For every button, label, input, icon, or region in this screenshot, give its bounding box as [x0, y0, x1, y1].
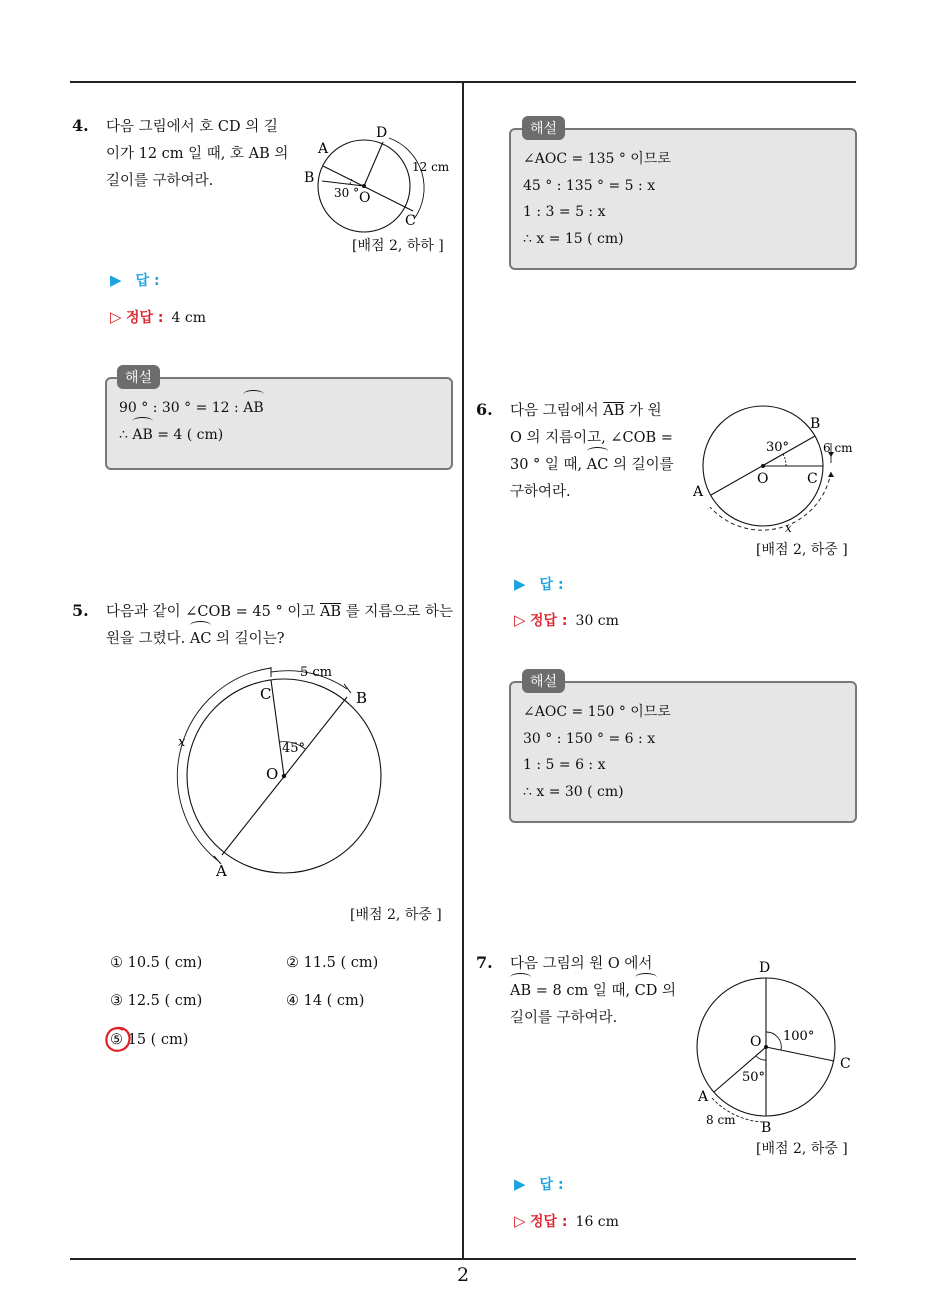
q5-choice-3-text: 12.5 ( cm) — [127, 993, 203, 1009]
q7-line2-a: = 8 cm 일 때, — [531, 983, 635, 999]
q6-fig-angle: 30° — [766, 440, 790, 455]
q5-choice-4-mark: ④ — [286, 993, 299, 1009]
q6-answer — [514, 574, 564, 594]
q5-choice-1-text: 10.5 ( cm) — [127, 955, 203, 971]
q6-text — [510, 398, 674, 506]
q7-score: [배점 2, 하중 ] — [756, 1141, 848, 1157]
q7-fig-len: 8 cm — [706, 1113, 736, 1127]
right-explain-line3: 1 : 3 = 5 : x — [523, 204, 606, 220]
q7-fig-angle1: 100° — [783, 1029, 815, 1044]
q5-choice-2-text: 11.5 ( cm) — [303, 955, 379, 971]
q6-seg-ab: $\overline{AB}$ — [603, 403, 625, 419]
q5-choice-3[interactable] — [110, 993, 202, 1009]
q7-correct-value: 16 cm — [575, 1214, 619, 1230]
q4-fig-d: D — [376, 125, 388, 141]
q5-fig-x: x — [178, 735, 186, 750]
q7-line2-b: 의 — [657, 983, 677, 999]
q4-correct-value: 4 cm — [171, 310, 207, 326]
q5-line1 — [106, 599, 453, 626]
q7-line2 — [510, 978, 676, 1005]
q5-score: [배점 2, 하중 ] — [350, 907, 442, 923]
q6-figure — [690, 400, 860, 540]
right-explain-line4: ∴ x = 15 ( cm) — [523, 230, 624, 247]
q7-arc-cd: CD — [635, 978, 658, 1005]
q7-fig-angle2: 50° — [742, 1070, 766, 1085]
q6-explain-line2: 30 ° : 150 ° = 6 : x — [523, 730, 656, 747]
right-explain-line1: ∠AOC = 135 ° 이므로 — [523, 151, 671, 167]
q5-seg-ab: $\overline{AB}$ — [319, 604, 342, 620]
q6-correct-value: 30 cm — [575, 613, 619, 629]
q7-fig-a: A — [698, 1089, 709, 1105]
q7-fig-o: O — [750, 1034, 762, 1050]
q5-fig-len: 5 cm — [300, 665, 333, 680]
q6-line3-a: 30 ° 일 때, — [510, 457, 587, 473]
q5-figure — [170, 660, 390, 882]
q5-choice-4[interactable] — [286, 993, 364, 1009]
right-explain-line2: 45 ° : 135 ° = 5 : x — [523, 177, 656, 194]
q5-fig-c: C — [260, 685, 272, 703]
q7-line3: 길이를 구하여라. — [510, 1010, 618, 1026]
q6-explain-line4: ∴ x = 30 ( cm) — [523, 783, 624, 800]
q6-fig-a: A — [693, 484, 704, 500]
q4-line3: 길이를 구하여라. — [106, 173, 214, 189]
right-explain-badge: 해설 — [522, 116, 565, 140]
q7-line1: 다음 그림의 원 O 에서 — [510, 956, 653, 972]
q6-correct-icon: ▷ — [514, 611, 526, 629]
q7-correct-label: 정답 : — [530, 1214, 568, 1230]
q7-arc-ab: AB — [510, 978, 531, 1005]
page-number: 2 — [456, 1264, 470, 1286]
q6-explain-box — [509, 681, 857, 823]
q5-choice-2-mark: ② — [286, 955, 299, 971]
q5-choice-4-text: 14 ( cm) — [303, 993, 365, 1009]
q5-choice-5-text: 15 ( cm) — [127, 1032, 189, 1048]
q6-correct — [514, 610, 619, 630]
q4-line1: 다음 그림에서 호 CD 의 길 — [106, 119, 278, 135]
q4-explain-line1: 90 ° : 30 ° = 12 : AB — [119, 395, 264, 422]
q4-fig-angle: 30 ° — [334, 186, 360, 200]
column-divider — [462, 81, 464, 1259]
q4-fig-a: A — [318, 141, 329, 157]
q4-fig-b: B — [304, 170, 315, 186]
right-explain-box — [509, 128, 857, 270]
q5-line2-a: 원을 그렸다. — [106, 631, 190, 647]
q4-line2: 이가 12 cm 일 때, 호 AB 의 — [106, 146, 289, 162]
q6-explain-line3: 1 : 5 = 6 : x — [523, 757, 606, 773]
q5-choice-2[interactable] — [286, 955, 378, 971]
arc-ab: AB — [243, 395, 263, 422]
q5-choice-3-mark: ③ — [110, 993, 123, 1009]
q4-answer — [110, 270, 160, 290]
q5-arc-ac: AC — [190, 626, 212, 653]
q4-score: [배점 2, 하하 ] — [352, 238, 444, 254]
q7-answer-icon: ▶ — [514, 1175, 526, 1193]
q6-fig-x: x — [785, 521, 792, 535]
q5-fig-b: B — [356, 689, 368, 707]
q6-arc-ac: AC — [587, 452, 609, 479]
q6-line1-b: 가 원 — [624, 403, 662, 419]
q5-line2-b: 의 길이는? — [211, 631, 285, 647]
bottom-rule — [70, 1258, 856, 1260]
q7-correct — [514, 1211, 619, 1231]
q5-choice-1[interactable] — [110, 955, 202, 971]
q6-line1 — [510, 398, 674, 425]
q6-line1-a: 다음 그림에서 — [510, 403, 604, 419]
arc-ab: AB — [132, 422, 152, 449]
q7-fig-c: C — [840, 1056, 851, 1072]
q6-fig-c: C — [807, 471, 818, 487]
q4-correct-icon: ▷ — [110, 308, 122, 326]
q4-answer-icon: ▶ — [110, 271, 122, 289]
q4-number: 4. — [72, 116, 89, 135]
q4-fig-o: O — [359, 190, 371, 206]
q7-fig-b: B — [761, 1120, 772, 1136]
q6-number: 6. — [476, 400, 493, 419]
q5-choice-5-mark: ⑤ — [110, 1032, 123, 1048]
q6-fig-len: 6 cm — [823, 441, 853, 455]
q6-fig-o: O — [757, 471, 769, 487]
q6-explain-line1: ∠AOC = 150 ° 이므로 — [523, 704, 671, 720]
q4-answer-label: 답 : — [135, 273, 160, 289]
q5-choice-1-mark: ① — [110, 955, 123, 971]
correct-circle-mark — [103, 1025, 133, 1055]
q7-figure — [692, 956, 858, 1136]
q7-answer — [514, 1174, 564, 1194]
q4-correct-label: 정답 : — [126, 310, 164, 326]
q4-fig-c: C — [405, 213, 416, 229]
q5-fig-o: O — [266, 765, 279, 783]
q5-number: 5. — [72, 601, 89, 620]
q6-fig-b: B — [810, 416, 821, 432]
q5-line2 — [106, 626, 453, 653]
q5-fig-angle: 45° — [282, 741, 306, 756]
q6-answer-label: 답 : — [539, 577, 564, 593]
q6-correct-label: 정답 : — [530, 613, 568, 629]
q7-number: 7. — [476, 953, 493, 972]
q5-text — [106, 599, 453, 653]
q5-line1-b: 를 지름으로 하는 — [341, 604, 453, 620]
q4-text — [106, 114, 288, 195]
q4-figure — [300, 118, 460, 236]
q7-fig-d: D — [759, 960, 771, 976]
q6-line4: 구하여라. — [510, 484, 571, 500]
q6-explain-badge: 해설 — [522, 669, 565, 693]
q6-line2: O 의 지름이고, ∠COB = — [510, 430, 673, 446]
q5-line1-a: 다음과 같이 ∠COB = 45 ° 이고 — [106, 604, 320, 620]
q4-explain-line2: ∴ AB = 4 ( cm) — [119, 422, 264, 449]
q4-explain-badge: 해설 — [117, 365, 160, 389]
q7-correct-icon: ▷ — [514, 1212, 526, 1230]
q4-fig-arc: 12 cm — [412, 160, 450, 174]
q6-line3-b: 의 길이를 — [608, 457, 674, 473]
q7-answer-label: 답 : — [539, 1177, 564, 1193]
q6-answer-icon: ▶ — [514, 575, 526, 593]
q5-fig-a: A — [216, 862, 227, 880]
q6-score: [배점 2, 하중 ] — [756, 542, 848, 558]
q4-correct — [110, 307, 206, 327]
q6-line3 — [510, 452, 674, 479]
q7-text — [510, 951, 676, 1032]
q4-explain-box — [105, 377, 453, 470]
